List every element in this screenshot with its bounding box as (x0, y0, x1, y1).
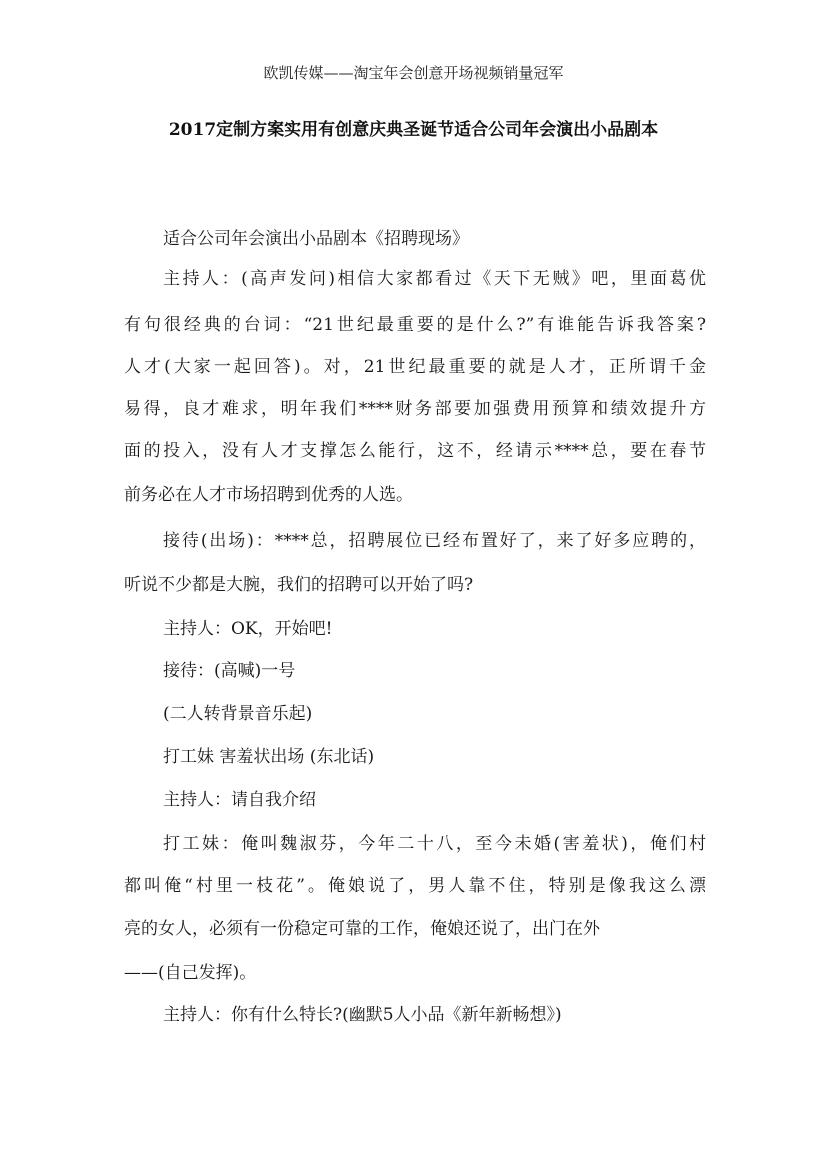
body-line: 主持人：请自我介绍 (163, 790, 316, 810)
body-line: 人才(大家一起回答)。对，21世纪最重要的就是人才，正所谓千金 (124, 357, 706, 377)
body-line: 打工妹：俺叫魏淑芬，今年二十八，至今未婚(害羞状)，俺们村 (163, 834, 706, 854)
body-line: 主持人：OK，开始吧! (163, 619, 333, 639)
body-line: 有句很经典的台词：“21世纪最重要的是什么?”有谁能告诉我答案? (124, 315, 706, 335)
body-line: 打工妹 害羞状出场 (东北话) (163, 747, 375, 767)
body-line: 主持人：(高声发问)相信大家都看过《天下无贼》吧，里面葛优 (163, 269, 706, 289)
body-line: 易得，良才难求，明年我们****财务部要加强费用预算和绩效提升方 (124, 399, 706, 419)
body-line: 都叫俺“村里一枝花”。俺娘说了，男人靠不住，特别是像我这么漂 (124, 876, 706, 896)
body-line: 适合公司年会演出小品剧本《招聘现场》 (163, 229, 469, 249)
body-line: 面的投入，没有人才支撑怎么能行，这不，经请示****总，要在春节 (124, 441, 706, 461)
body-line: 接待：(高喊)一号 (163, 661, 296, 681)
body-line: (二人转背景音乐起) (163, 704, 313, 724)
body-line: 接待(出场)：****总，招聘展位已经布置好了，来了好多应聘的， (163, 531, 706, 551)
page-header: 欧凯传媒——淘宝年会创意开场视频销量冠军 (263, 64, 564, 82)
document-title: 2017定制方案实用有创意庆典圣诞节适合公司年会演出小品剧本 (168, 120, 659, 140)
body-line: 听说不少都是大腕，我们的招聘可以开始了吗? (124, 575, 474, 595)
body-line: 亮的女人，必须有一份稳定可靠的工作，俺娘还说了，出门在外 (124, 919, 600, 939)
body-line: ——(自己发挥)。 (124, 963, 257, 983)
body-line: 前务必在人才市场招聘到优秀的人选。 (124, 485, 413, 505)
body-line: 主持人：你有什么特长?(幽默5人小品《新年新畅想》) (163, 1005, 562, 1025)
